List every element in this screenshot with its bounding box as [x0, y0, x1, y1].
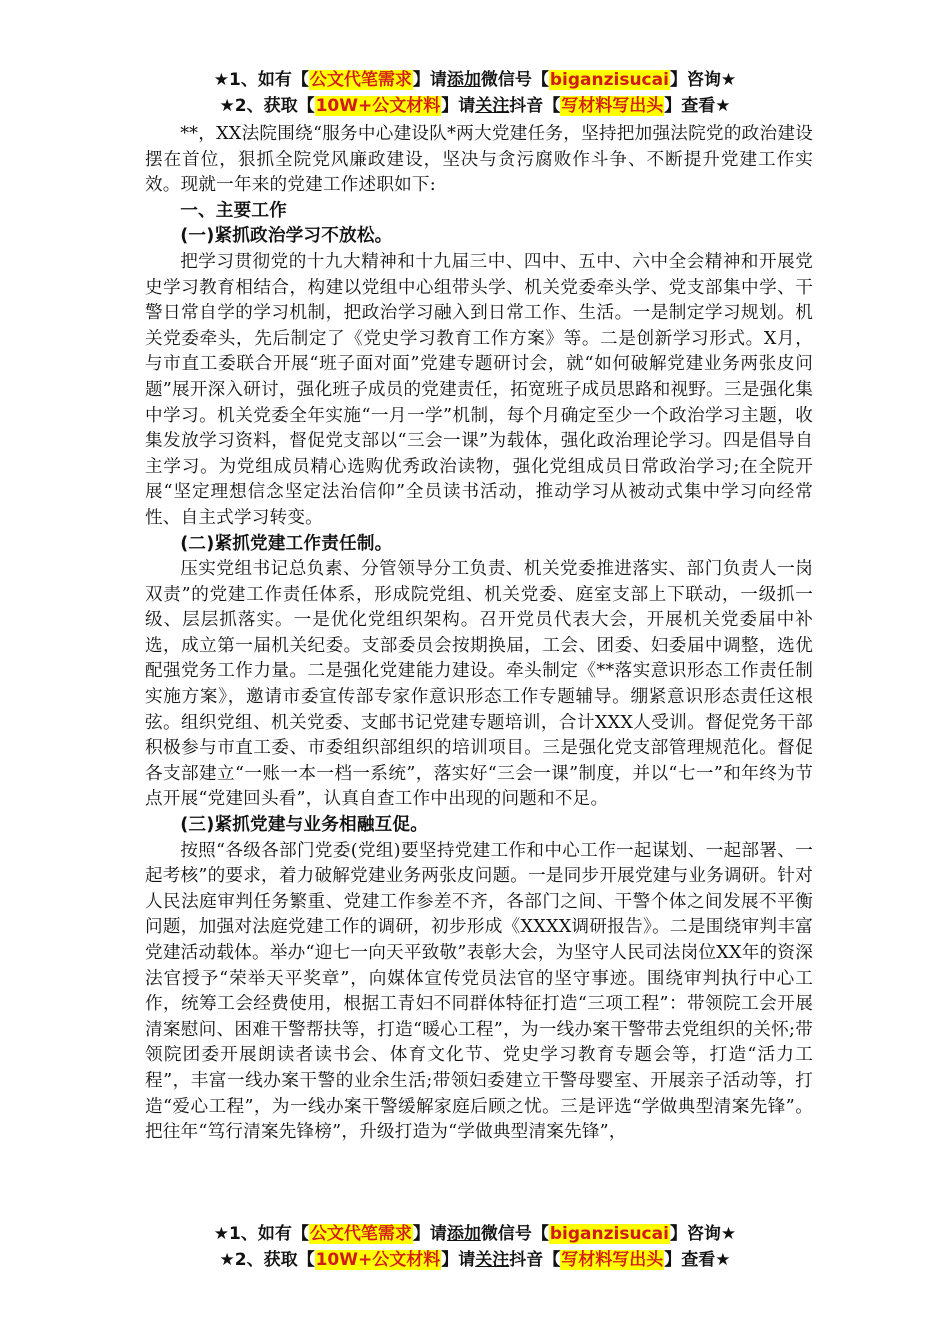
body-paragraph: 把学习贯彻党的十九大精神和十九届三中、四中、五中、六中全会精神和开展党史学习教育相结合，构建以党组中心组带头学、机关党委牵头学、党支部集中学、干警日常自学的学习机制，把政治学习融入到日常工作、生活。一是制定学习规划。机关党委牵头，先后制定了《党史学习教育工作方案》等。二是创新学习形式。X月，与市直工委联合开展“班子面对面”党建专题研讨会，就“如何破解党建业务两张皮问题”展开深入研讨，强化班子成员的党建责任，拓宽班子成员思路和视野。三是强化集中学习。机关党委全年实施“一月一学”机制，每个月确定至少一个政治学习主题，收集发放学习资料，督促党支部以“三会一课”为载体，强化政治理论学习。四是倡导自主学习。为党组成员精心选购优秀政治读物，强化党组成员日常政治学习;在全院开展“坚定理想信念坚定法治信仰”全员读书活动，推动学习从被动式集中学习向经常性、自主式学习转变。 [145, 251, 813, 528]
banner-text: 】查看★ [664, 1250, 731, 1270]
banner-text: 】咨询★ [669, 1224, 737, 1244]
banner-highlight: 10W+公文材料 [315, 1250, 441, 1270]
subsection-heading: (二)紧抓党建工作责任制。 [180, 533, 393, 554]
body-paragraph: 压实党组书记总负素、分管领导分工负责、机关党委推进落实、部门负责人一岗双责”的党建工作责任体系，形成院党组、机关党委、庭室支部上下联动，一级抓一级、层层抓落实。一是优化党组织架构。召开党员代表大会，开展机关党委届中补选，成立第一届机关纪委。支部委员会按期换届，工会、团委、妇委届中调整，选优配强党务工作力量。二是强化党建能力建设。牵头制定《**落实意识形态工作责任制实施方案》，邀请市委宣传部专家作意识形态工作专题辅导。绷紧意识形态责任这根弦。组织党组、机关党委、支邮书记党建专题培训，合计XXX人受训。督促党务干部积极参与市直工委、市委组织部组织的培训项目。三是强化党支部管理规范化。督促各支部建立“一账一本一档一系统”，落实好“三会一课”制度，并以“七一”和年终为节点开展“党建回头看”，认真自查工作中出现的问题和不足。 [145, 559, 813, 810]
banner-text: ★2、获取【 [219, 1250, 315, 1270]
banner-underlined: 添加 [446, 1224, 481, 1244]
banner-highlight: 10W+公文材料 [315, 96, 441, 116]
banner-underlined: 关注 [475, 1250, 510, 1270]
section-heading: 一、主要工作 [180, 200, 287, 221]
banner-text: 抖音【 [509, 96, 561, 116]
banner-text: 】请 [441, 1250, 476, 1270]
banner-text: 】请 [412, 70, 447, 90]
intro-paragraph: **，XX法院围绕“服务中心建设队*两大党建任务，坚持把加强法院党的政治建设摆在首位，狠抓全院党风廉政建设，坚决与贪污腐败作斗争、不断提升党建工作实效。现就一年来的党建工作述职如下: [145, 124, 813, 196]
banner-text: 】咨询★ [669, 70, 737, 90]
banner-text: 微信号【 [480, 1224, 549, 1244]
banner-text: ★2、获取【 [219, 96, 315, 116]
banner-text: 微信号【 [480, 70, 549, 90]
banner-text: ★1、如有【 [213, 1224, 309, 1244]
promo-banner-bottom-line2 [0, 1248, 950, 1272]
banner-text: ★1、如有【 [213, 70, 309, 90]
body-paragraph: 按照“各级各部门党委(党组)要坚持党建工作和中心工作一起谋划、一起部署、一起考核”的要求，着力破解党建业务两张皮问题。一是同步开展党建与业务调研。针对人民法庭审判任务繁重、党建工作参差不齐，各部门之间、干警个体之间发展不平衡问题，加强对法庭党建工作的调研，初步形成《XXXX调研报告》。二是围绕审判丰富党建活动载体。举办“迎七一向天平致敬”表彰大会，为坚守人民司法岗位XX年的资深法官授予“荣举天平奖章”，向媒体宣传党员法官的坚守事迹。围绕审判执行中心工作，统筹工会经费使用，根据工青妇不同群体特征打造“三项工程”：带领院工会开展清案慰问、困难干警帮扶等，打造“暖心工程”，为一线办案干警带去党组织的关怀;带领院团委开展朗读者读书会、体育文化节、党史学习教育专题会等，打造“活力工程”，丰富一线办案干警的业余生活;带领妇委建立干警母婴室、开展亲子活动等，打造“爱心工程”，为一线办案干警缓解家庭后顾之忧。三是评选“学做典型清案先锋”。把往年“笃行清案先锋榜”，升级打造为“学做典型清案先锋”， [145, 840, 813, 1143]
promo-banner-top-line1 [0, 68, 950, 92]
banner-underlined: 添加 [446, 70, 481, 90]
document-body [145, 122, 813, 1146]
promo-banner-bottom-line1 [0, 1222, 950, 1246]
banner-text: 】请 [412, 1224, 447, 1244]
banner-underlined: 关注 [475, 96, 510, 116]
banner-text: 抖音【 [509, 1250, 561, 1270]
subsection-heading: (一)紧抓政治学习不放松。 [180, 226, 393, 247]
banner-highlight: 公文代笔需求 [309, 1224, 412, 1244]
banner-highlight: 写材料写出头 [561, 1250, 664, 1270]
promo-banner-top-line2 [0, 94, 950, 118]
subsection-heading: (三)紧抓党建与业务相融互促。 [180, 815, 428, 836]
banner-highlight: 写材料写出头 [561, 96, 664, 116]
banner-text: 】查看★ [664, 96, 731, 116]
banner-highlight: biganzisucai [549, 70, 669, 90]
banner-highlight: biganzisucai [549, 1224, 669, 1244]
banner-highlight: 公文代笔需求 [309, 70, 412, 90]
banner-text: 】请 [441, 96, 476, 116]
